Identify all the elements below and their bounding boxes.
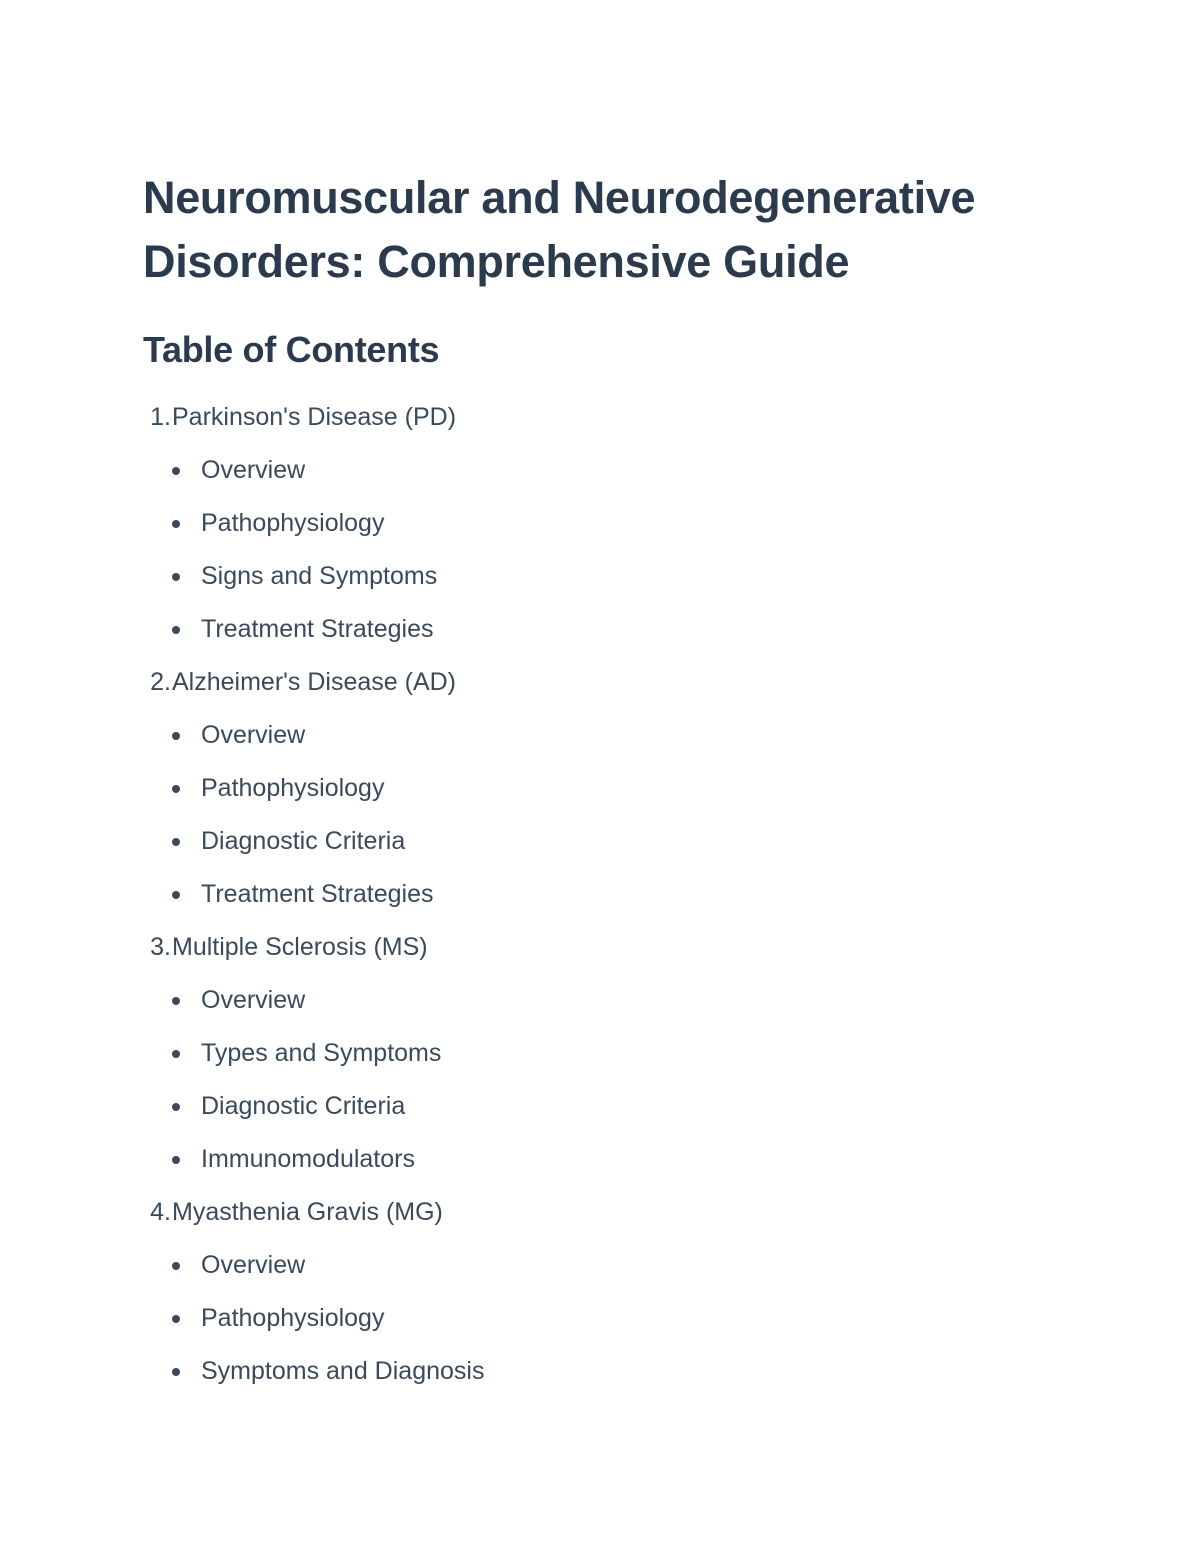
subsection-title: Overview — [201, 721, 306, 749]
subsection-title: Overview — [201, 1251, 306, 1279]
section-title: Alzheimer's Disease (AD) — [172, 668, 457, 696]
subsection-title: Diagnostic Criteria — [201, 827, 406, 855]
bullet-icon — [172, 785, 180, 793]
toc-subsection[interactable] — [143, 987, 1103, 1040]
bullet-icon — [172, 1262, 180, 1270]
toc-section-entry[interactable] — [143, 934, 1103, 987]
subsection-title: Symptoms and Diagnosis — [201, 1357, 485, 1385]
bullet-icon — [172, 1368, 180, 1376]
toc-subsection[interactable] — [143, 775, 1103, 828]
subsection-title: Treatment Strategies — [201, 880, 434, 908]
toc-subsection[interactable] — [143, 1093, 1103, 1146]
subsection-title: Types and Symptoms — [201, 1039, 442, 1067]
toc-section — [143, 404, 1103, 669]
section-number: 1 . — [143, 404, 172, 431]
toc-section — [143, 934, 1103, 1199]
section-number: 3 . — [143, 934, 172, 961]
subsection-title: Pathophysiology — [201, 509, 385, 537]
toc-subsection[interactable] — [143, 457, 1103, 510]
bullet-icon — [172, 891, 180, 899]
toc-subsection[interactable] — [143, 1305, 1103, 1358]
section-number: 2 . — [143, 669, 172, 696]
subsection-title: Treatment Strategies — [201, 615, 434, 643]
bullet-icon — [172, 573, 180, 581]
subsection-title: Immunomodulators — [201, 1145, 415, 1173]
toc-subsection[interactable] — [143, 828, 1103, 881]
toc-subsection[interactable] — [143, 1252, 1103, 1305]
toc-subsection[interactable] — [143, 616, 1103, 669]
bullet-icon — [172, 1156, 180, 1164]
bullet-icon — [172, 838, 180, 846]
toc-subsection-list — [143, 987, 1103, 1199]
toc-subsection[interactable] — [143, 881, 1103, 934]
toc-subsection-list — [143, 722, 1103, 934]
subsection-title: Pathophysiology — [201, 1304, 385, 1332]
toc-subsection[interactable] — [143, 563, 1103, 616]
subsection-title: Overview — [201, 986, 306, 1014]
toc-subsection[interactable] — [143, 510, 1103, 563]
bullet-icon — [172, 732, 180, 740]
section-title: Multiple Sclerosis (MS) — [172, 933, 428, 961]
toc-subsection[interactable] — [143, 1358, 1103, 1411]
table-of-contents — [143, 404, 1103, 1411]
toc-subsection[interactable] — [143, 1040, 1103, 1093]
toc-section — [143, 1199, 1103, 1411]
toc-section — [143, 669, 1103, 934]
section-title: Myasthenia Gravis (MG) — [172, 1198, 443, 1226]
bullet-icon — [172, 1050, 180, 1058]
bullet-icon — [172, 467, 180, 475]
bullet-icon — [172, 626, 180, 634]
toc-subsection-list — [143, 1252, 1103, 1411]
subsection-title: Overview — [201, 456, 306, 484]
section-title: Parkinson's Disease (PD) — [172, 403, 457, 431]
document-title: Neuromuscular and Neurodegenerative Disorders: Comprehensive Guide — [143, 172, 976, 287]
bullet-icon — [172, 997, 180, 1005]
subsection-title: Pathophysiology — [201, 774, 385, 802]
toc-section-entry[interactable] — [143, 1199, 1103, 1252]
bullet-icon — [172, 1103, 180, 1111]
bullet-icon — [172, 520, 180, 528]
toc-subsection-list — [143, 457, 1103, 669]
subsection-title: Signs and Symptoms — [201, 562, 438, 590]
toc-subsection[interactable] — [143, 722, 1103, 775]
toc-heading: Table of Contents — [143, 329, 440, 370]
section-number: 4 . — [143, 1199, 172, 1226]
bullet-icon — [172, 1315, 180, 1323]
toc-section-entry[interactable] — [143, 404, 1103, 457]
subsection-title: Diagnostic Criteria — [201, 1092, 406, 1120]
document-page — [143, 166, 1103, 1411]
toc-section-entry[interactable] — [143, 669, 1103, 722]
toc-subsection[interactable] — [143, 1146, 1103, 1199]
